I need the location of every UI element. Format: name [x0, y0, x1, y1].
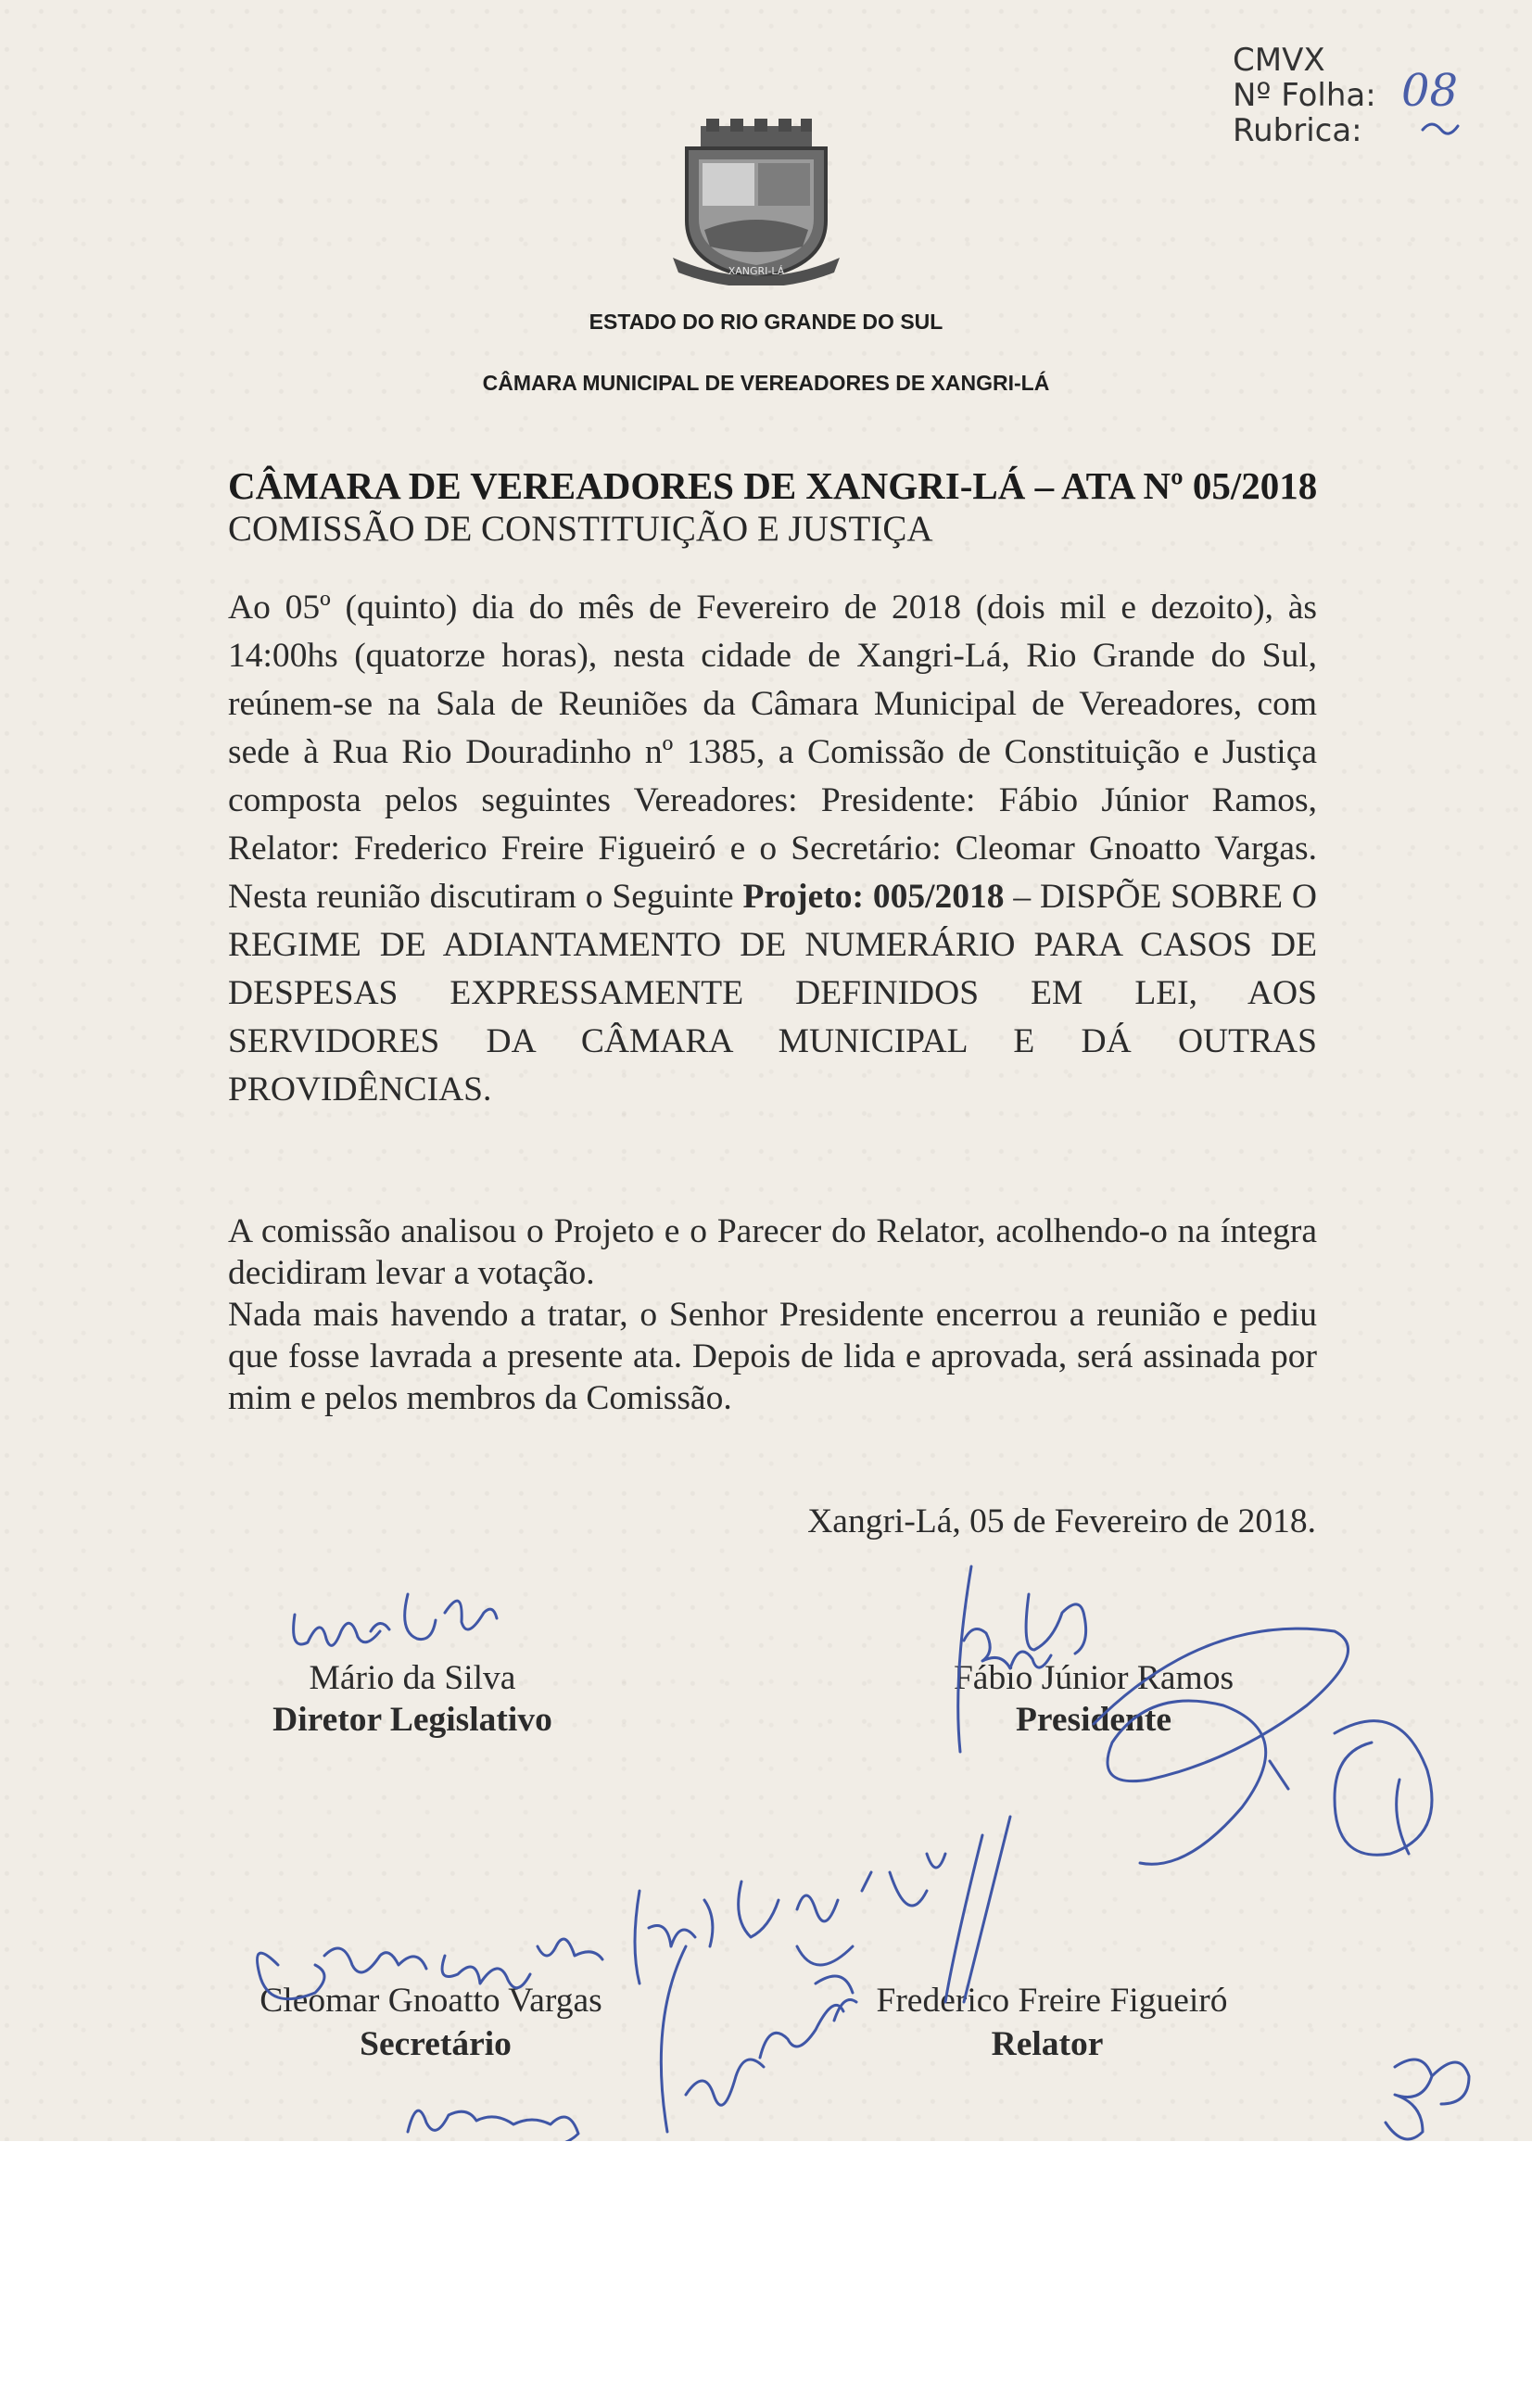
document-title: CÂMARA DE VEREADORES DE XANGRI-LÁ – ATA Nº 05/2018 [228, 464, 1318, 507]
signature-lower-middle [661, 1946, 856, 2132]
stamp-line-rubrica: Rubrica: [1233, 112, 1362, 149]
signature-loop-2 [1335, 1721, 1432, 1856]
signature-role-secretary: Secretário [360, 2025, 512, 2063]
document-subtitle: COMISSÃO DE CONSTITUIÇÃO E JUSTIÇA [228, 509, 933, 549]
date-line: Xangri-Lá, 05 de Fevereiro de 2018. [807, 1502, 1316, 1540]
minutes-paragraph-1 [228, 584, 1317, 1114]
signature-director [294, 1594, 497, 1645]
project-number: Projeto: 005/2018 [742, 878, 1005, 916]
crest-label: XANGRI-LÁ [728, 265, 785, 277]
stamp-line-cmvx: CMVX [1233, 42, 1325, 79]
signature-name-president: Fábio Júnior Ramos [953, 1659, 1234, 1697]
p1-text-start: Ao 05º (quinto) dia do mês de Fevereiro de 2018 (dois mil e dezoito), às 14:00hs (quatorze horas), nesta cidade de Xangri-Lá, Rio Grande do Sul, reúnem-se na Sala de Reuniões da Câmara Municipal de Vereadores, com sede à Rua Rio Douradinho nº 1385, a Comissão de Constituição e Justiça composta pelos seguintes Vereadores: Presidente: Fábio Júnior Ramos, Relator: Frederico Freire Figueiró e o Secretário: Cleomar Gnoatto Vargas. Nesta reunião discutiram o Seguinte [228, 589, 1317, 916]
signature-name-rapporteur: Frederico Freire Figueiró [876, 1982, 1228, 2020]
handwritten-folha-number: 08 [1401, 65, 1459, 117]
signature-role-director: Diretor Legislativo [272, 1701, 552, 1739]
stamp-line-folha: Nº Folha: [1233, 77, 1376, 114]
header-state: ESTADO DO RIO GRANDE DO SUL [589, 310, 943, 334]
minutes-paragraph-3: Nada mais havendo a tratar, o Senhor Presidente encerrou a reunião e pediu que fosse lavrada a presente ata. Depois de lida e aprovada, será assinada por mim e pelos membros da Comissão. [228, 1296, 1317, 1417]
header-chamber: CÂMARA MUNICIPAL DE VEREADORES DE XANGRI-LÁ [482, 371, 1050, 395]
signature-tick [1270, 1761, 1288, 1789]
signature-name-director: Mário da Silva [309, 1659, 516, 1697]
signature-name-secretary: Cleomar Gnoatto Vargas [260, 1982, 602, 2020]
minutes-paragraph-2: A comissão analisou o Projeto e o Parecer do Relator, acolhendo-o na íntegra decidiram levar a votação. [228, 1212, 1317, 1292]
signature-role-rapporteur: Relator [991, 2025, 1104, 2063]
p1-text-end: – DISPÕE SOBRE O REGIME DE ADIANTAMENTO DE NUMERÁRIO PARA CASOS DE DESPESAS EXPRESSAMENTE DEFINIDOS EM LEI, AOS SERVIDORES DA CÂMARA MUNICIPAL E DÁ OUTRAS PROVIDÊNCIAS. [228, 878, 1318, 1109]
rubrica-mark [1423, 124, 1458, 133]
signature-role-president: Presidente [1015, 1701, 1172, 1739]
signature-initials [408, 2110, 578, 2141]
handwritten-page-number [1386, 2059, 1469, 2139]
municipal-crest-icon [664, 119, 849, 285]
signature-middle [635, 1817, 1010, 2002]
protocol-stamp [1233, 43, 1376, 148]
